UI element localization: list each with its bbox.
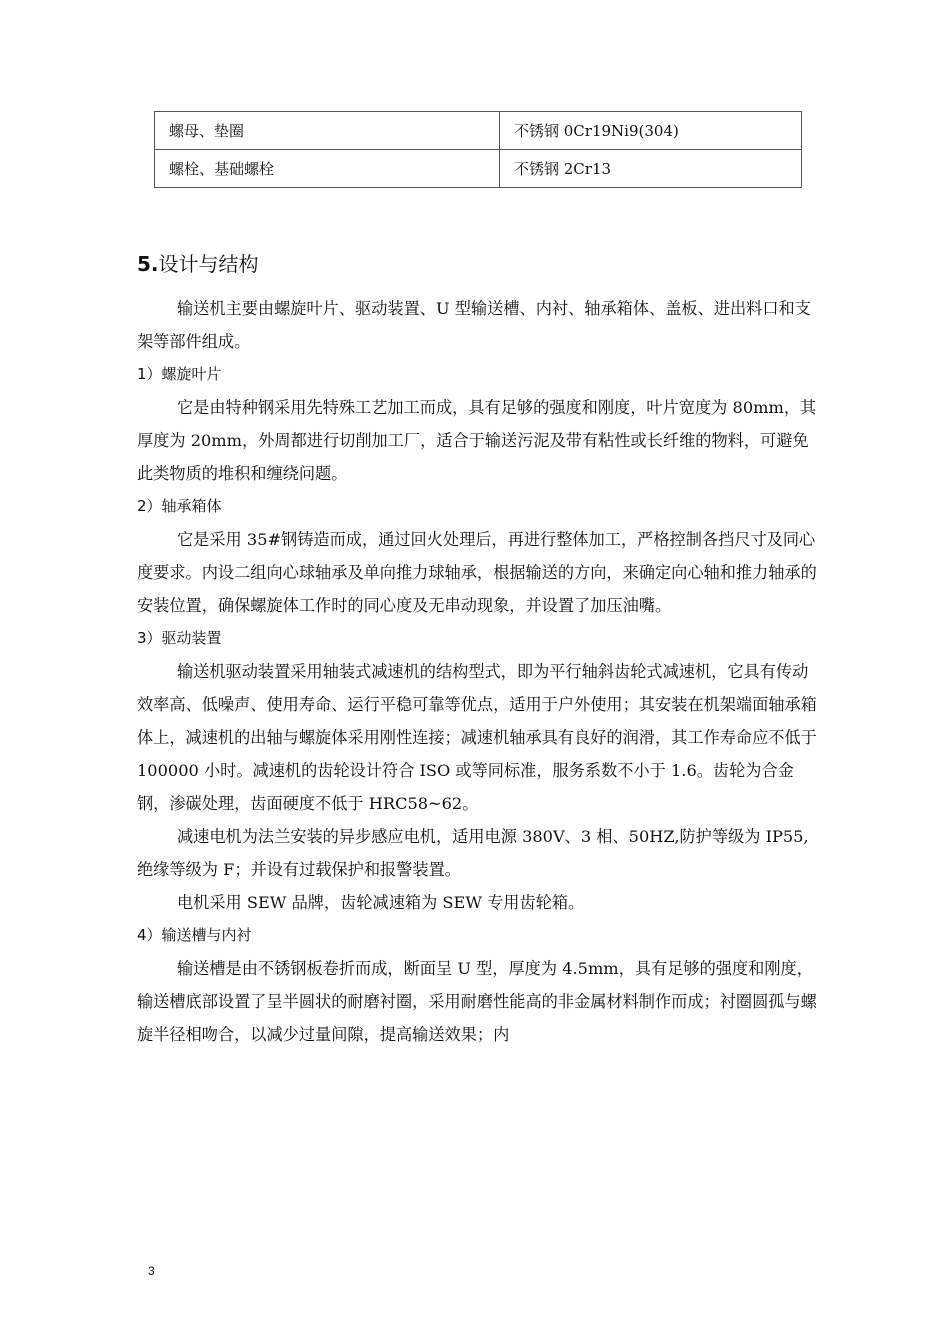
paragraph: 它是由特种钢采用先特殊工艺加工而成，具有足够的强度和刚度，叶片宽度为 80mm，其厚度为 20mm，外周都进行切削加工厂，适合于输送污泥及带有粘性或长纤维的物料，可避免此类物质的堆积和缠绕问题。 (137, 398, 817, 483)
table-row (155, 150, 802, 188)
paragraph: 输送机驱动装置采用轴装式减速机的结构型式，即为平行轴斜齿轮式减速机，它具有传动效率高、低噪声、使用寿命、运行平稳可靠等优点，适用于户外使用；其安装在机架端面轴承箱体上，减速机的出轴与螺旋体采用刚性连接；减速机轴承具有良好的润滑，其工作寿命应不低于 100000 小时。减速机的齿轮设计符合 ISO 或等同标准，服务系数不小于 1.6。齿轮为合金钢，渗碳处理，齿面硬度不低于 HRC58~62。 (137, 662, 817, 813)
paragraph: 它是采用 35#钢铸造而成，通过回火处理后，再进行整体加工，严格控制各挡尺寸及同心度要求。内设二组向心球轴承及单向推力球轴承，根据输送的方向，来确定向心轴和推力轴承的安装位置，确保螺旋体工作时的同心度及无串动现象，并设置了加压油嘴。 (137, 530, 817, 615)
subsection-title: 2）轴承箱体 (137, 497, 222, 515)
subsection-title: 3）驱动装置 (137, 629, 222, 647)
table-row (155, 112, 802, 150)
section-number: 5. (137, 252, 159, 276)
subsection-title: 4）输送槽与内衬 (137, 926, 252, 944)
table-cell-part: 螺母、垫圈 (155, 112, 500, 150)
body-text (137, 292, 822, 1051)
table-cell-part: 螺栓、基础螺栓 (155, 150, 500, 188)
table-cell-material: 不锈钢 0Cr19Ni9(304) (500, 112, 802, 150)
paragraph: 输送机主要由螺旋叶片、驱动装置、U 型输送槽、内衬、轴承箱体、盖板、进出料口和支架等部件组成。 (137, 299, 811, 351)
page-number: 3 (148, 1264, 155, 1278)
paragraph: 输送槽是由不锈钢板卷折而成，断面呈 U 型，厚度为 4.5mm，具有足够的强度和刚度，输送槽底部设置了呈半圆状的耐磨衬圈，采用耐磨性能高的非金属材料制作而成；衬圈圆孤与螺旋半径相吻合，以减少过量间隙，提高输送效果；内 (137, 959, 817, 1044)
table-cell-material: 不锈钢 2Cr13 (500, 150, 802, 188)
section-heading (137, 248, 259, 277)
paragraph: 减速电机为法兰安装的异步感应电机，适用电源 380V、3 相、50HZ,防护等级为 IP55,绝缘等级为 F；并设有过载保护和报警装置。 (137, 827, 809, 879)
subsection-title: 1）螺旋叶片 (137, 365, 222, 383)
material-table (154, 111, 802, 188)
section-title: 设计与结构 (158, 252, 259, 276)
paragraph: 电机采用 SEW 品牌，齿轮减速箱为 SEW 专用齿轮箱。 (177, 893, 585, 912)
